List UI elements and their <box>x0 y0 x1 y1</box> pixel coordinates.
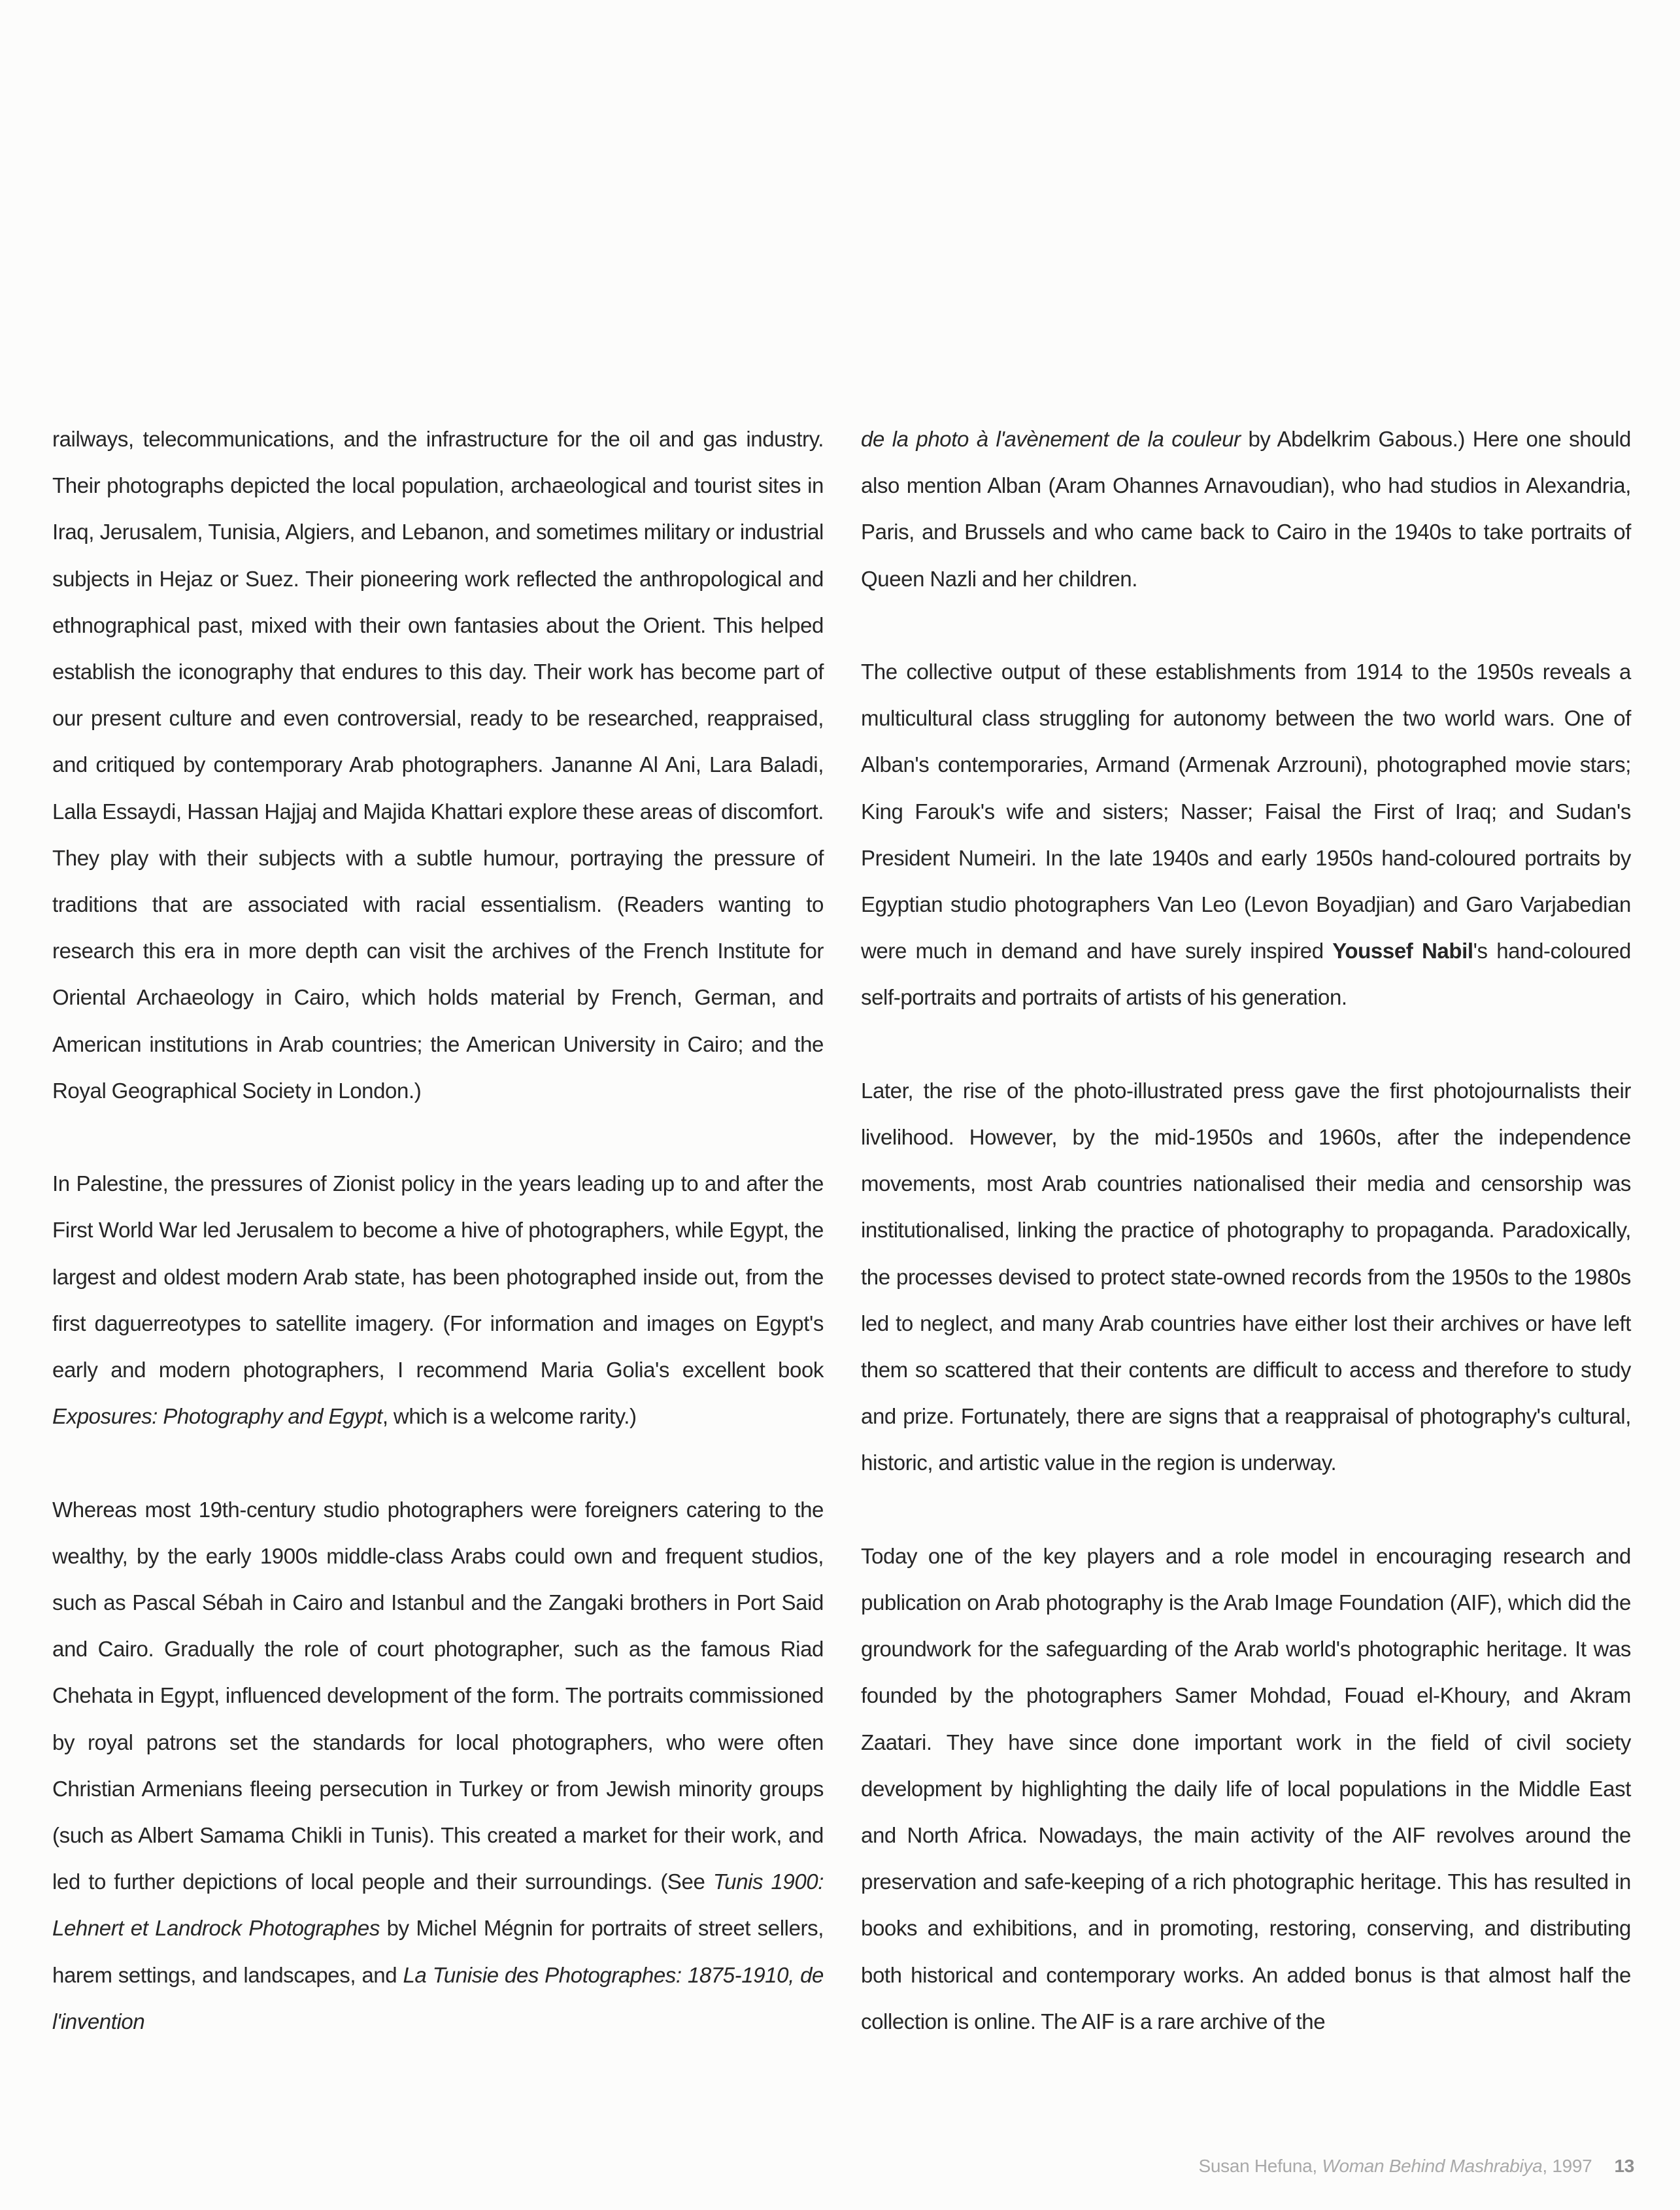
artist-name-youssef-nabil: Youssef Nabil <box>1332 939 1473 963</box>
book-title-tunis-1900: Tunis 1900: Lehnert et Landrock Photographes <box>52 1869 824 1941</box>
paragraph-text: Today one of the key players and a role model in encouraging research and publication on Arab photography is the Arab Image Foundation (AIF), which did the groundwork for the safeguarding of the Arab world's photographic heritage. It was founded by the photographers Samer Mohdad, Fouad el-Khoury, and Akram Zaatari. They have since done important work in the field of civil society development by highlighting the daily life of local populations in the Middle East and North Africa. Nowadays, the main activity of the AIF revolves around the preservation and safe-keeping of a rich photographic heritage. This has resulted in books and exhibitions, and in promoting, restoring, conserving, and distributing both historical and contemporary works. An added bonus is that almost half the collection is online. The AIF is a rare archive of the <box>861 1543 1631 2034</box>
paragraph-photo-press <box>861 1067 1631 1486</box>
paragraph-text: The collective output of these establishments from 1914 to the 1950s reveals a multicultural class struggling for autonomy between the two world wars. One of Alban's contemporaries, Armand (Armenak Arzrouni), photographed movie stars; King Farouk's wife and sisters; Nasser; Faisal the First of Iraq; and Sudan's President Numeiri. In the late 1940s and early 1950s hand-coloured portraits by Egyptian studio photographers Van Leo (Levon Boyadjian) and Garo Varjabedian were much in demand and have surely inspired <box>861 660 1631 963</box>
paragraph-colonial-photographers <box>52 416 824 1114</box>
paragraph-studio-photographers <box>52 1486 824 2045</box>
paragraph-text: 's hand-coloured self-portraits and portraits of artists of his generation. <box>861 939 1631 1010</box>
paragraph-collective-output <box>861 648 1631 1021</box>
book-title-exposures: Exposures: Photography and Egypt <box>52 1404 382 1429</box>
paragraph-palestine-egypt <box>52 1160 824 1439</box>
paragraph-arab-image-foundation <box>861 1533 1631 2045</box>
footer-artist: Susan Hefuna, <box>1198 2156 1322 2176</box>
paragraph-alban <box>861 416 1631 602</box>
footer-artwork-title: Woman Behind Mashrabiya <box>1322 2156 1543 2176</box>
paragraph-text: railways, telecommunications, and the infrastructure for the oil and gas industry. Their photographs depicted the local population, archaeological and tourist sites in Iraq, Jerusalem, Tunisia, Algiers, and Lebanon, and sometimes military or industrial subjects in Hejaz or Suez. Their pioneering work reflected the anthropological and ethnographical past, mixed with their own fantasies about the Orient. This helped establish the iconography that endures to this day. Their work has become part of our present culture and even controversial, ready to be researched, reappraised, and critiqued by contemporary Arab photographers. Jananne Al Ani, Lara Baladi, Lalla Essaydi, Hassan Hajjaj and Majida Khattari explore these areas of discomfort. They play with their subjects with a subtle humour, portraying the pressure of traditions that are associated with racial essentialism. (Readers wanting to research this era in more depth can visit the archives of the French Institute for Oriental Archaeology in Cairo, which holds material by French, German, and American institutions in Arab countries; the American University in Cairo; and the Royal Geographical Society in London.) <box>52 427 824 1103</box>
footer-year: , 1997 <box>1542 2156 1592 2176</box>
paragraph-text: , which is a welcome rarity.) <box>382 1404 637 1429</box>
paragraph-text: Whereas most 19th-century studio photographers were foreigners catering to the wealthy, by the early 1900s middle-class Arabs could own and frequent studios, such as Pascal Sébah in Cairo and Istanbul and the Zangaki brothers in Port Said and Cairo. Gradually the role of court photographer, such as the famous Riad Chehata in Egypt, influenced development of the form. The portraits commissioned by royal patrons set the standards for local photographers, who were often Christian Armenians fleeing persecution in Turkey or from Jewish minority groups (such as Albert Samama Chikli in Tunis). This created a market for their work, and led to further depictions of local people and their surroundings. (See <box>52 1497 824 1894</box>
paragraph-text: by Michel Mégnin for portraits of street sellers, harem settings, and landscapes, and <box>52 1916 824 1987</box>
page-number: 13 <box>1614 2156 1634 2176</box>
right-column <box>861 416 1631 2091</box>
paragraph-text: In Palestine, the pressures of Zionist policy in the years leading up to and after the First World War led Jerusalem to become a hive of photographers, while Egypt, the largest and oldest modern Arab state, has been photographed inside out, from the first daguerreotypes to satellite imagery. (For information and images on Egypt's early and modern photographers, I recommend Maria Golia's excellent book <box>52 1171 824 1382</box>
left-column <box>52 416 824 2091</box>
page-footer <box>1046 2156 1634 2177</box>
book-title-la-tunisie: La Tunisie des Photographes: 1875-1910, de l'invention <box>52 1962 824 2034</box>
paragraph-text: by Abdelkrim Gabous.) Here one should also mention Alban (Aram Ohannes Arnavoudian), who had studios in Alexandria, Paris, and Brussels and who came back to Cairo in the 1940s to take portraits of Queen Nazli and her children. <box>861 427 1631 591</box>
paragraph-text: Later, the rise of the photo-illustrated press gave the first photojournalists their livelihood. However, by the mid-1950s and 1960s, after the independence movements, most Arab countries nationalised their media and censorship was institutionalised, linking the practice of photography to propaganda. Paradoxically, the processes devised to protect state-owned records from the 1950s to the 1980s led to neglect, and many Arab countries have either lost their archives or have left them so scattered that their contents are difficult to access and therefore to study and prize. Fortunately, there are signs that a reappraisal of photography's cultural, historic, and artistic value in the region is underway. <box>861 1078 1631 1475</box>
book-title-la-tunisie-continued: de la photo à l'avènement de la couleur <box>861 427 1241 451</box>
